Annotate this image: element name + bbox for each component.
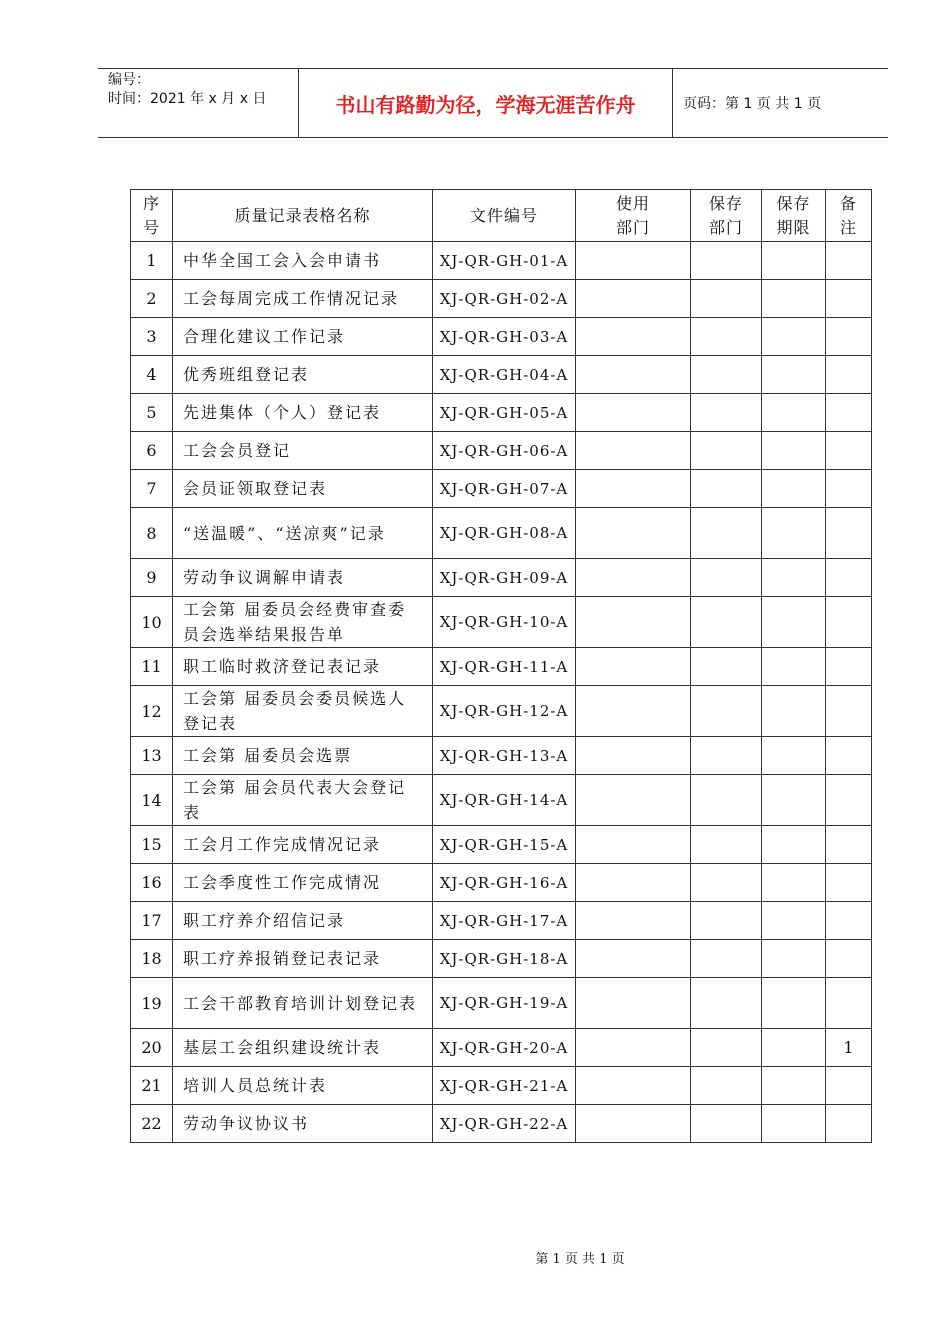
page-footer: 第 1 页 共 1 页 bbox=[535, 1252, 625, 1267]
row-dept bbox=[576, 394, 691, 432]
header-name: 质量记录表格名称 bbox=[173, 190, 433, 242]
row-note bbox=[826, 559, 872, 597]
row-seq: 3 bbox=[131, 318, 173, 356]
row-dept bbox=[576, 775, 691, 826]
row-keep-period bbox=[762, 1029, 826, 1067]
row-code: XJ-QR-GH-21-A bbox=[433, 1067, 576, 1105]
table-row bbox=[131, 826, 872, 864]
row-code: XJ-QR-GH-02-A bbox=[433, 280, 576, 318]
row-code: XJ-QR-GH-07-A bbox=[433, 470, 576, 508]
table-row bbox=[131, 394, 872, 432]
header-keep-dept: 保存部门 bbox=[691, 190, 762, 242]
row-dept bbox=[576, 1067, 691, 1105]
row-code: XJ-QR-GH-08-A bbox=[433, 508, 576, 559]
row-dept bbox=[576, 686, 691, 737]
row-name: 基层工会组织建设统计表 bbox=[173, 1029, 433, 1067]
row-keep-dept bbox=[691, 394, 762, 432]
row-keep-dept bbox=[691, 902, 762, 940]
row-keep-period bbox=[762, 318, 826, 356]
row-name: 工会第 届会员代表大会登记表 bbox=[173, 775, 433, 826]
row-seq: 1 bbox=[131, 242, 173, 280]
row-dept bbox=[576, 1105, 691, 1143]
row-keep-dept bbox=[691, 280, 762, 318]
row-dept bbox=[576, 432, 691, 470]
row-code: XJ-QR-GH-05-A bbox=[433, 394, 576, 432]
row-keep-dept bbox=[691, 470, 762, 508]
page-header bbox=[98, 68, 888, 138]
row-keep-period bbox=[762, 940, 826, 978]
row-keep-period bbox=[762, 1105, 826, 1143]
row-seq: 20 bbox=[131, 1029, 173, 1067]
table-row bbox=[131, 432, 872, 470]
table-row bbox=[131, 470, 872, 508]
row-code: XJ-QR-GH-04-A bbox=[433, 356, 576, 394]
row-dept bbox=[576, 864, 691, 902]
row-code: XJ-QR-GH-15-A bbox=[433, 826, 576, 864]
row-keep-period bbox=[762, 978, 826, 1029]
row-keep-period bbox=[762, 648, 826, 686]
table-row bbox=[131, 978, 872, 1029]
row-code: XJ-QR-GH-06-A bbox=[433, 432, 576, 470]
row-note bbox=[826, 508, 872, 559]
row-note bbox=[826, 826, 872, 864]
row-name: 职工疗养报销登记表记录 bbox=[173, 940, 433, 978]
row-keep-dept bbox=[691, 648, 762, 686]
row-seq: 16 bbox=[131, 864, 173, 902]
row-code: XJ-QR-GH-22-A bbox=[433, 1105, 576, 1143]
row-note bbox=[826, 394, 872, 432]
row-dept bbox=[576, 318, 691, 356]
row-code: XJ-QR-GH-11-A bbox=[433, 648, 576, 686]
row-keep-dept bbox=[691, 242, 762, 280]
row-keep-period bbox=[762, 470, 826, 508]
row-dept bbox=[576, 826, 691, 864]
row-keep-dept bbox=[691, 1067, 762, 1105]
row-seq: 4 bbox=[131, 356, 173, 394]
header-note: 备注 bbox=[826, 190, 872, 242]
row-note bbox=[826, 978, 872, 1029]
row-note bbox=[826, 775, 872, 826]
header-meta bbox=[98, 69, 299, 137]
header-seq: 序号 bbox=[131, 190, 173, 242]
row-seq: 18 bbox=[131, 940, 173, 978]
row-code: XJ-QR-GH-09-A bbox=[433, 559, 576, 597]
row-seq: 15 bbox=[131, 826, 173, 864]
row-keep-period bbox=[762, 242, 826, 280]
row-note bbox=[826, 648, 872, 686]
row-note bbox=[826, 470, 872, 508]
row-keep-dept bbox=[691, 432, 762, 470]
row-name: 先进集体（个人）登记表 bbox=[173, 394, 433, 432]
row-keep-period bbox=[762, 559, 826, 597]
row-name: 优秀班组登记表 bbox=[173, 356, 433, 394]
table-row bbox=[131, 508, 872, 559]
row-name: 职工疗养介绍信记录 bbox=[173, 902, 433, 940]
table-row bbox=[131, 597, 872, 648]
row-note bbox=[826, 737, 872, 775]
row-dept bbox=[576, 242, 691, 280]
row-name: 职工临时救济登记表记录 bbox=[173, 648, 433, 686]
table-row bbox=[131, 242, 872, 280]
row-note bbox=[826, 280, 872, 318]
table-row bbox=[131, 940, 872, 978]
row-name: 工会每周完成工作情况记录 bbox=[173, 280, 433, 318]
row-keep-dept bbox=[691, 940, 762, 978]
row-keep-period bbox=[762, 394, 826, 432]
row-seq: 7 bbox=[131, 470, 173, 508]
row-note bbox=[826, 940, 872, 978]
row-note bbox=[826, 318, 872, 356]
table-row bbox=[131, 559, 872, 597]
row-keep-dept bbox=[691, 978, 762, 1029]
row-keep-dept bbox=[691, 1105, 762, 1143]
row-dept bbox=[576, 978, 691, 1029]
row-name: 劳动争议协议书 bbox=[173, 1105, 433, 1143]
table-row bbox=[131, 1029, 872, 1067]
row-dept bbox=[576, 1029, 691, 1067]
table-row bbox=[131, 902, 872, 940]
row-keep-period bbox=[762, 508, 826, 559]
row-seq: 14 bbox=[131, 775, 173, 826]
row-note bbox=[826, 597, 872, 648]
row-keep-dept bbox=[691, 775, 762, 826]
row-name: 工会第 届委员会选票 bbox=[173, 737, 433, 775]
row-note bbox=[826, 1105, 872, 1143]
row-seq: 13 bbox=[131, 737, 173, 775]
row-keep-dept bbox=[691, 1029, 762, 1067]
row-keep-period bbox=[762, 826, 826, 864]
row-keep-dept bbox=[691, 686, 762, 737]
row-dept bbox=[576, 280, 691, 318]
row-dept bbox=[576, 940, 691, 978]
row-code: XJ-QR-GH-12-A bbox=[433, 686, 576, 737]
row-name: 中华全国工会入会申请书 bbox=[173, 242, 433, 280]
row-keep-dept bbox=[691, 737, 762, 775]
row-name: 工会第 届委员会委员候选人登记表 bbox=[173, 686, 433, 737]
row-keep-period bbox=[762, 432, 826, 470]
row-dept bbox=[576, 356, 691, 394]
row-seq: 21 bbox=[131, 1067, 173, 1105]
row-keep-dept bbox=[691, 826, 762, 864]
row-seq: 9 bbox=[131, 559, 173, 597]
header-page-label: 页码：第 1 页 共 1 页 bbox=[683, 96, 822, 112]
row-name: 工会第 届委员会经费审查委员会选举结果报告单 bbox=[173, 597, 433, 648]
row-dept bbox=[576, 737, 691, 775]
row-keep-dept bbox=[691, 356, 762, 394]
row-code: XJ-QR-GH-13-A bbox=[433, 737, 576, 775]
table-row bbox=[131, 864, 872, 902]
header-code: 文件编号 bbox=[433, 190, 576, 242]
row-dept bbox=[576, 902, 691, 940]
row-seq: 11 bbox=[131, 648, 173, 686]
row-dept bbox=[576, 470, 691, 508]
table-row bbox=[131, 686, 872, 737]
table-header-row bbox=[131, 190, 872, 242]
row-keep-period bbox=[762, 686, 826, 737]
row-keep-period bbox=[762, 902, 826, 940]
row-code: XJ-QR-GH-16-A bbox=[433, 864, 576, 902]
row-dept bbox=[576, 597, 691, 648]
row-note bbox=[826, 356, 872, 394]
row-code: XJ-QR-GH-17-A bbox=[433, 902, 576, 940]
row-keep-period bbox=[762, 864, 826, 902]
row-keep-period bbox=[762, 280, 826, 318]
row-keep-dept bbox=[691, 318, 762, 356]
quality-record-table bbox=[130, 189, 872, 1143]
table-row bbox=[131, 737, 872, 775]
row-name: 工会月工作完成情况记录 bbox=[173, 826, 433, 864]
header-keep-period: 保存期限 bbox=[762, 190, 826, 242]
row-seq: 5 bbox=[131, 394, 173, 432]
document-time-label: 时间：2021 年 x 月 x 日 bbox=[108, 91, 267, 107]
row-seq: 17 bbox=[131, 902, 173, 940]
row-name: 工会会员登记 bbox=[173, 432, 433, 470]
row-code: XJ-QR-GH-14-A bbox=[433, 775, 576, 826]
row-note bbox=[826, 432, 872, 470]
row-note: 1 bbox=[826, 1029, 872, 1067]
row-code: XJ-QR-GH-20-A bbox=[433, 1029, 576, 1067]
row-keep-dept bbox=[691, 597, 762, 648]
row-dept bbox=[576, 648, 691, 686]
table-row bbox=[131, 1105, 872, 1143]
row-name: 合理化建议工作记录 bbox=[173, 318, 433, 356]
row-name: 工会干部教育培训计划登记表 bbox=[173, 978, 433, 1029]
row-dept bbox=[576, 559, 691, 597]
table-row bbox=[131, 648, 872, 686]
row-seq: 2 bbox=[131, 280, 173, 318]
row-keep-period bbox=[762, 356, 826, 394]
row-keep-period bbox=[762, 597, 826, 648]
header-dept: 使用部门 bbox=[576, 190, 691, 242]
row-name: 培训人员总统计表 bbox=[173, 1067, 433, 1105]
row-name: “送温暖”、“送凉爽”记录 bbox=[173, 508, 433, 559]
row-seq: 8 bbox=[131, 508, 173, 559]
row-code: XJ-QR-GH-18-A bbox=[433, 940, 576, 978]
table-row bbox=[131, 1067, 872, 1105]
row-keep-dept bbox=[691, 508, 762, 559]
document-number-label: 编号： bbox=[108, 72, 150, 88]
table-body bbox=[131, 242, 872, 1143]
row-name: 工会季度性工作完成情况 bbox=[173, 864, 433, 902]
header-motto: 书山有路勤为径，学海无涯苦作舟 bbox=[299, 69, 673, 137]
row-note bbox=[826, 1067, 872, 1105]
row-note bbox=[826, 902, 872, 940]
row-note bbox=[826, 242, 872, 280]
row-keep-period bbox=[762, 1067, 826, 1105]
row-seq: 6 bbox=[131, 432, 173, 470]
row-name: 劳动争议调解申请表 bbox=[173, 559, 433, 597]
table-row bbox=[131, 280, 872, 318]
row-keep-dept bbox=[691, 559, 762, 597]
row-seq: 10 bbox=[131, 597, 173, 648]
row-seq: 22 bbox=[131, 1105, 173, 1143]
row-keep-period bbox=[762, 737, 826, 775]
row-code: XJ-QR-GH-10-A bbox=[433, 597, 576, 648]
row-code: XJ-QR-GH-03-A bbox=[433, 318, 576, 356]
row-code: XJ-QR-GH-01-A bbox=[433, 242, 576, 280]
row-keep-period bbox=[762, 775, 826, 826]
table-row bbox=[131, 775, 872, 826]
table-row bbox=[131, 356, 872, 394]
row-code: XJ-QR-GH-19-A bbox=[433, 978, 576, 1029]
row-note bbox=[826, 864, 872, 902]
row-note bbox=[826, 686, 872, 737]
row-seq: 19 bbox=[131, 978, 173, 1029]
row-name: 会员证领取登记表 bbox=[173, 470, 433, 508]
row-keep-dept bbox=[691, 864, 762, 902]
table-row bbox=[131, 318, 872, 356]
row-dept bbox=[576, 508, 691, 559]
row-seq: 12 bbox=[131, 686, 173, 737]
